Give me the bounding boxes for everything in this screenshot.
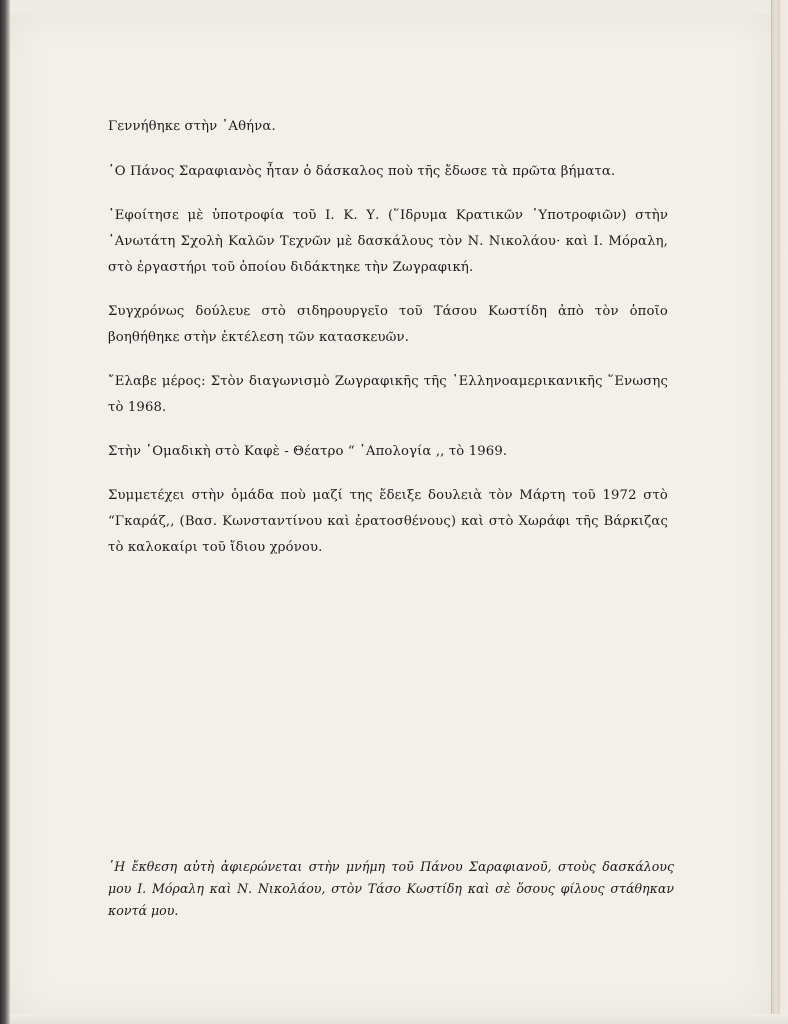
paragraph-competition: ῎Ελαβε μέρος: Στὸν διαγωνισμὸ Ζωγραφικῆς τῆς ῾Ελληνοαμερικανικῆς ῞Ενωσης τὸ 1968. [108,374,668,415]
paragraph-ironworks: Συγχρόνως δούλευε στὸ σιδηρουργεῖο τοῦ Τάσου Κωστίδη ἀπὸ τὸν ὁποῖο βοηθήθηκε στὴν ἐκτέλεση τῶν κατασκευῶν. [108,304,668,345]
dedication-text: ῾Η ἔκθεση αὐτὴ ἀφιερώνεται στὴν μνήμη τοῦ Πάνου Σαραφιανοῦ, στοὺς δασκάλους μου Ι. Μόραλη καὶ Ν. Νικολάου, στὸν Τάσο Κωστίδη καὶ σὲ ὅσους φίλους στάθηκαν κοντά μου. [108,859,674,918]
paragraph-education: ᾿Εφοίτησε μὲ ὑποτροφία τοῦ Ι. Κ. Υ. (῞Ιδρυμα Κρατικῶν ῾Υποτροφιῶν) στὴν ᾿Ανωτάτη Σχολὴ Καλῶν Τεχνῶν μὲ δασκάλους τὸν Ν. Νικολάου· καὶ Ι. Μόραλη, στὸ ἐργαστήρι τοῦ ὁποίου διδάκτηκε τὴν Ζωγραφική. [108,208,668,275]
paragraph-group-participation: Συμμετέχει στὴν ὁμάδα ποὺ μαζί της ἔδειξε δουλειὰ τὸν Μάρτη τοῦ 1972 στὸ “Γκαράζ,, (Βασ. Κωνσταντίνου καὶ ἐρατοσθένους) καὶ στὸ Χωράφι τῆς Βάρκιζας τὸ καλοκαίρι τοῦ ἴδιου χρόνου. [108,488,668,555]
binding-shadow [0,0,10,1024]
biography-text [108,114,668,579]
paragraph-group-show: Στὴν ῾Ομαδικὴ στὸ Καφὲ - Θέατρο “ ᾿Απολογία ,, τὸ 1969. [108,444,508,459]
paragraph-birth: Γεννήθηκε στὴν ᾿Αθήνα. [108,119,276,134]
page-fold-line [777,0,780,1024]
page-bottom-edge [10,1014,788,1024]
paragraph-teacher: ῾Ο Πάνος Σαραφιανὸς ἦταν ὁ δάσκαλος ποὺ τῆς ἔδωσε τὰ πρῶτα βήματα. [108,164,616,179]
